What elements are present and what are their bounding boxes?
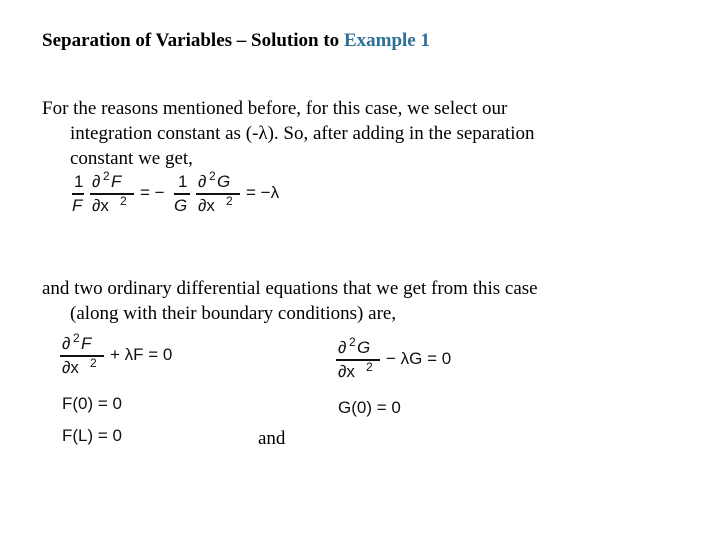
odes-paragraph xyxy=(42,276,682,326)
title-prefix: Separation of Variables – Solution to xyxy=(42,30,344,51)
frac2-denominator: ∂x xyxy=(92,196,109,215)
equals-minus-1: = − xyxy=(140,183,165,202)
odes-line-2: (along with their boundary conditions) are, xyxy=(70,303,397,324)
F-ode-numerator-exp: 2 xyxy=(73,331,80,345)
frac2-numerator-partial: ∂ xyxy=(92,172,101,191)
odes-line-1: and two ordinary differential equations that we get from this case xyxy=(42,278,538,299)
title-accent: Example 1 xyxy=(343,30,430,51)
F-ode-numerator-F: F xyxy=(81,334,92,353)
G-ode-denominator-exp: 2 xyxy=(366,360,373,374)
frac4-denominator-exp: 2 xyxy=(226,194,233,208)
F-ode-denominator: ∂x xyxy=(62,358,79,377)
frac4-numerator-exp: 2 xyxy=(209,169,216,183)
frac2-denominator-exp: 2 xyxy=(120,194,127,208)
frac1-denominator-F: F xyxy=(72,196,83,215)
frac4-numerator-partial: ∂ xyxy=(198,172,207,191)
F-ode-rest: + λF = 0 xyxy=(110,345,173,364)
frac4-numerator-G: G xyxy=(217,172,231,191)
frac2-bar xyxy=(90,193,134,195)
G-ode-numerator-partial: ∂ xyxy=(338,338,347,357)
G-ode-numerator-G: G xyxy=(357,338,371,357)
F-ode-bar xyxy=(60,355,104,357)
equals-minus-lambda: = −λ xyxy=(246,183,280,202)
separated-equation xyxy=(70,170,300,230)
frac1-numerator-one: 1 xyxy=(74,172,84,191)
F-ode-denominator-exp: 2 xyxy=(90,356,97,370)
intro-paragraph xyxy=(42,96,682,171)
G-bc-left: G(0) = 0 xyxy=(338,398,401,417)
F-ode-numerator-partial: ∂ xyxy=(62,334,71,353)
frac3-bar xyxy=(174,193,190,195)
frac1-bar xyxy=(72,193,84,195)
F-bc-right: F(L) = 0 xyxy=(62,426,122,445)
F-bc-left: F(0) = 0 xyxy=(62,394,122,413)
G-equation-block xyxy=(336,336,486,426)
frac4-denominator: ∂x xyxy=(198,196,215,215)
G-ode-numerator-exp: 2 xyxy=(349,335,356,349)
intro-line-2: integration constant as (-λ). So, after adding in the separation xyxy=(70,123,535,144)
G-ode-rest: − λG = 0 xyxy=(386,349,452,368)
G-ode-bar xyxy=(336,359,380,361)
page-title xyxy=(42,30,430,52)
frac2-numerator-F: F xyxy=(111,172,122,191)
frac2-numerator-exp: 2 xyxy=(103,169,110,183)
frac3-numerator-one: 1 xyxy=(178,172,188,191)
frac4-bar xyxy=(196,193,240,195)
intro-line-1: For the reasons mentioned before, for this case, we select our xyxy=(42,98,508,119)
F-equation-block xyxy=(60,332,210,452)
and-connector: and xyxy=(258,428,286,449)
frac3-denominator-G: G xyxy=(174,196,188,215)
G-ode-denominator: ∂x xyxy=(338,362,355,381)
intro-line-3: constant we get, xyxy=(70,148,193,169)
